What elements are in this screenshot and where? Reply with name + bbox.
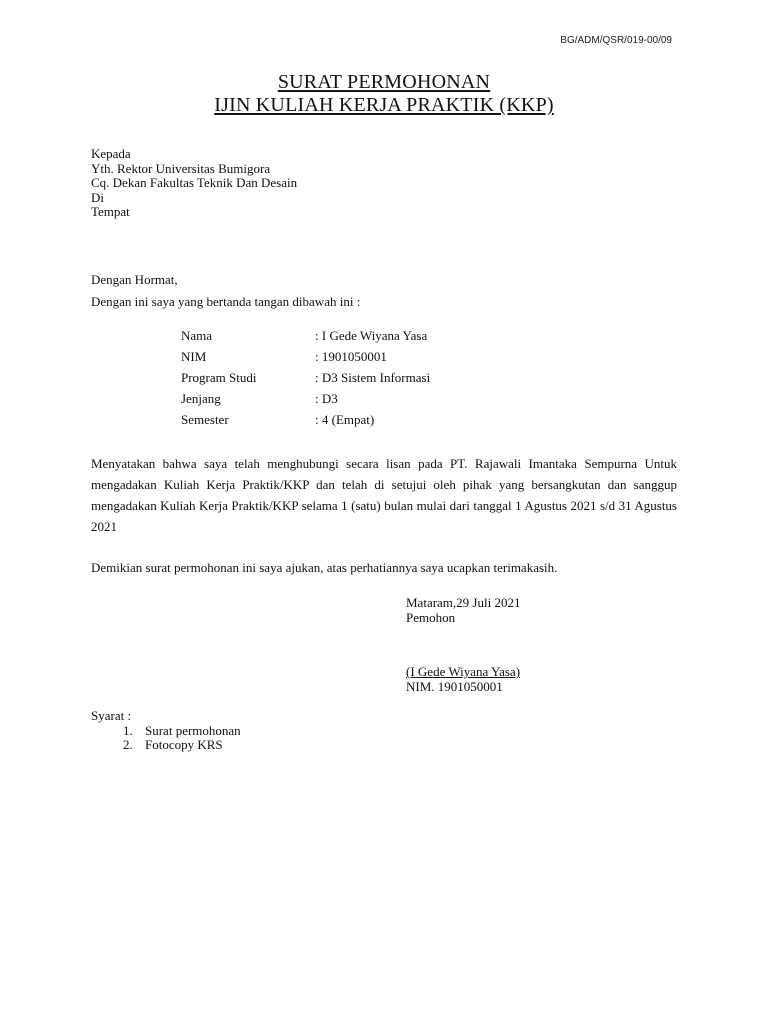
identity-row <box>181 328 430 349</box>
identity-value: : D3 Sistem Informasi <box>315 370 431 385</box>
identity-label: Program Studi <box>181 370 257 385</box>
requirements-heading: Syarat : <box>91 708 132 723</box>
identity-value: : D3 <box>315 391 338 406</box>
recipient-address-block <box>91 147 297 220</box>
intro-sentence: Dengan ini saya yang bertanda tangan dibawah ini : <box>91 294 361 309</box>
requirement-item: 1. Surat permohonan <box>136 724 241 739</box>
signer-identity <box>406 664 520 694</box>
identity-label: Nama <box>181 328 213 343</box>
document-reference-code: BG/ADM/QSR/019-00/09 <box>560 35 672 46</box>
signature-block <box>406 595 520 625</box>
identity-row <box>181 349 430 370</box>
recipient-line: Di <box>91 189 104 205</box>
identity-row <box>181 370 430 391</box>
recipient-line: Yth. Rektor Universitas Bumigora <box>91 160 271 176</box>
identity-label: Jenjang <box>181 391 221 406</box>
statement-paragraph: Menyatakan bahwa saya telah menghubungi secara lisan pada PT. Rajawali Imantaka Sempurna Untuk mengadakan Kuliah Kerja Praktik/KKP dan telah di setujui oleh pihak yang bersangkutan dan sanggup mengadakan Kuliah Kerja Praktik/KKP selama 1 (satu) bulan mulai dari tanggal 1 Agustus 2021 s/d 31 Agustus 2021 <box>91 456 677 534</box>
identity-label: Semester <box>181 412 229 427</box>
recipient-salutation: Kepada <box>91 146 131 161</box>
greeting: Dengan Hormat, <box>91 272 178 287</box>
place-date: Mataram,29 Juli 2021 <box>406 595 521 610</box>
identity-row <box>181 412 430 433</box>
identity-value: : 1901050001 <box>315 349 387 364</box>
requirements-section <box>91 709 241 753</box>
identity-table <box>181 328 430 433</box>
signer-name: (I Gede Wiyana Yasa) <box>406 664 521 679</box>
closing-sentence: Demikian surat permohonan ini saya ajukan, atas perhatiannya saya ucapkan terimakasih. <box>91 560 558 575</box>
letter-subtitle: IJIN KULIAH KERJA PRAKTIK (KKP) <box>214 94 554 116</box>
identity-label: NIM <box>181 349 207 364</box>
requirement-item: 2. Fotocopy KRS <box>136 738 241 753</box>
letter-title: SURAT PERMOHONAN <box>277 71 491 93</box>
recipient-line: Tempat <box>91 204 130 219</box>
signer-nim: NIM. 1901050001 <box>406 679 503 694</box>
signer-role: Pemohon <box>406 610 456 625</box>
recipient-line: Cq. Dekan Fakultas Teknik Dan Desain <box>91 175 298 190</box>
identity-value: : I Gede Wiyana Yasa <box>315 328 428 343</box>
identity-value: : 4 (Empat) <box>315 412 375 427</box>
requirements-list <box>91 724 241 753</box>
identity-row <box>181 391 430 412</box>
